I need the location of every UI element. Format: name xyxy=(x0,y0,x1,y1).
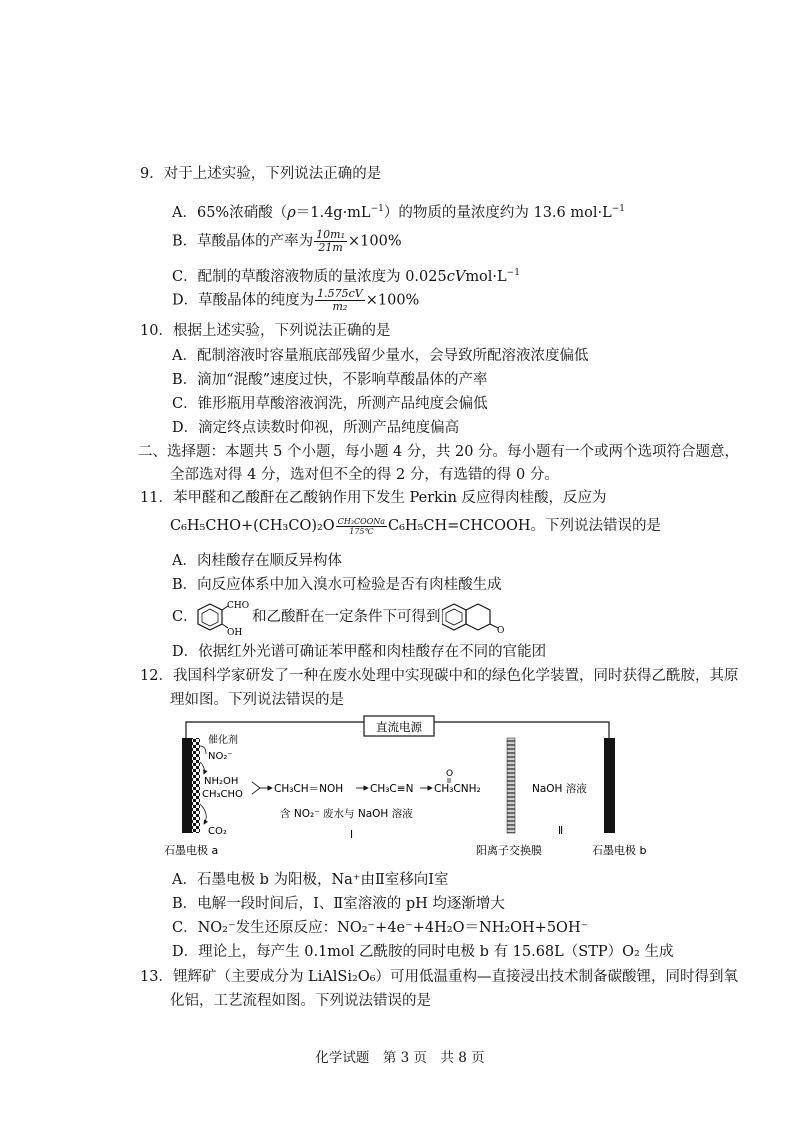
coumarin-structure xyxy=(442,598,506,638)
q11-eq-temp: 175℃ xyxy=(349,526,374,536)
q11-equation xyxy=(170,516,661,536)
q12-option-b: B．电解一段时间后，Ⅰ、Ⅱ室溶液的 pH 均逐渐增大 xyxy=(172,896,505,912)
electrolysis-diagram xyxy=(160,712,660,864)
q12-stem-line1: 12．我国科学家研发了一种在废水处理中实现碳中和的绿色化学装置，同时获得乙酰胺，其原 xyxy=(140,668,739,684)
power-supply-label: 直流电源 xyxy=(376,720,422,734)
chain-oxime: CH₃CH＝NOH xyxy=(274,783,344,795)
merge-bracket xyxy=(252,782,260,794)
waste-solution-label: 含 NO₂⁻ 废水与 NaOH 溶液 xyxy=(280,808,413,820)
room-1-label: Ⅰ xyxy=(350,829,354,841)
section2-line2: 全部选对得 4 分，选对但不全的得 2 分，有选错的得 0 分。 xyxy=(170,467,559,483)
q11-eq-left: C₆H₅CHO+(CH₃CO)₂O xyxy=(170,518,335,534)
no2-label: NO₂⁻ xyxy=(208,751,233,762)
q9-d-fraction xyxy=(315,288,365,313)
q9-option-d xyxy=(172,288,419,313)
electrode-a-label: 石墨电极 a xyxy=(164,844,219,857)
amide-o-label: O xyxy=(446,769,454,779)
oh-label: OH xyxy=(227,628,243,638)
q9-b-pre: B．草酸晶体的产率为 xyxy=(172,233,314,250)
q11-option-a: A．肉桂酸存在顺反异构体 xyxy=(172,553,342,569)
q9-b-den: 21m xyxy=(318,241,343,254)
q11-option-c-mid: 和乙酸酐在一定条件下可得到 xyxy=(252,609,441,625)
q12-option-c: C．NO₂⁻发生还原反应：NO₂⁻+4e⁻+4H₂O＝NH₂OH+5OH⁻ xyxy=(172,920,589,936)
catalyst-label: 催化剂 xyxy=(208,735,238,746)
q13-line1: 13．锂辉矿（主要成分为 LiAlSi₂O₆）可用低温重构—直接浸出技术制备碳酸锂，同时得到氧 xyxy=(140,969,739,985)
q11-eq-catalyst: CH₃COONa xyxy=(337,516,386,526)
q11-option-b: B．向反应体系中加入溴水可检验是否有肉桂酸生成 xyxy=(172,577,502,593)
q10-option-c: C．锥形瓶用草酸溶液润洗，所测产品纯度会偏低 xyxy=(172,396,488,412)
wire-right xyxy=(434,722,609,738)
q13-line2: 化铝，工艺流程如图。下列说法错误的是 xyxy=(170,993,431,1009)
coumarin-inner xyxy=(446,609,462,625)
q12-option-a: A．石墨电极 b 为阳极，Na⁺由Ⅱ室移向Ⅰ室 xyxy=(172,872,449,888)
q9-a-pre: A．65%浓硝酸（ xyxy=(172,204,288,221)
q9-stem: 9．对于上述实验，下列说法正确的是 xyxy=(140,166,382,182)
q9-c-post: mol·L xyxy=(465,268,507,285)
q9-b-fraction xyxy=(314,229,347,254)
q9-c-pre: C．配制的草酸溶液物质的量浓度为 0.025 xyxy=(172,268,447,285)
q9-d-pre: D．草酸晶体的纯度为 xyxy=(172,292,315,309)
section2-line1: 二、选择题：本题共 5 个小题，每小题 4 分，共 20 分。每小题有一个或两个选项符合题意， xyxy=(138,444,740,460)
coumarin-ring-b xyxy=(466,604,490,630)
q11-option-d: D．依据红外光谱可确证苯甲醛和肉桂酸存在不同的官能团 xyxy=(172,644,547,660)
q9-d-post: ×100% xyxy=(365,292,420,309)
q11-eq-right: C₆H₅CH=CHCOOH。下列说法错误的是 xyxy=(388,518,662,534)
salicylaldehyde-structure xyxy=(196,596,252,640)
benzene-inner-1 xyxy=(202,609,218,626)
coumarin-o-label: O xyxy=(497,626,505,636)
q9-a-sup: −1 xyxy=(370,204,384,214)
q9-b-num: 10m₁ xyxy=(316,228,345,241)
no2-arrow xyxy=(200,762,205,774)
co2-arrow xyxy=(200,804,206,824)
nh2oh-label: NH₂OH xyxy=(204,776,239,787)
electrode-a xyxy=(182,738,192,833)
q10-option-a: A．配制溶液时容量瓶底部残留少量水，会导致所配溶液浓度偏低 xyxy=(172,348,589,364)
q9-option-b xyxy=(172,229,402,254)
cation-exchange-membrane xyxy=(507,738,515,833)
q10-option-d: D．滴定终点读数时仰视，所测产品纯度偏高 xyxy=(172,420,460,436)
q9-d-num: 1.575cV xyxy=(317,287,363,300)
q9-a-mid: ＝1.4g·mL xyxy=(295,204,371,221)
q11-stem: 11．苯甲醛和乙酸酐在乙酸钠作用下发生 Perkin 反应得肉桂酸，反应为 xyxy=(140,490,607,506)
co2-label: CO₂ xyxy=(208,826,227,837)
page-footer: 化学试题 第 3 页 共 8 页 xyxy=(315,1050,485,1066)
q12-option-d: D．理论上，每产生 0.1mol 乙酰胺的同时电极 b 有 15.68L（STP）O₂ 生成 xyxy=(172,944,674,960)
electrode-b-label: 石墨电极 b xyxy=(592,844,647,857)
q11-option-c-label: C． xyxy=(172,609,198,625)
q9-c-var: cV xyxy=(446,268,466,285)
ch3cho-label: CH₃CHO xyxy=(202,789,243,800)
q9-option-c xyxy=(172,263,520,287)
q11-reaction-arrow xyxy=(336,517,387,536)
q9-a-rho: ρ xyxy=(287,204,296,221)
q9-a-sup2: −1 xyxy=(611,204,625,214)
catalyst-pointer xyxy=(200,746,206,754)
q9-option-a xyxy=(172,199,625,223)
q9-c-sup: −1 xyxy=(506,268,520,278)
q9-a-post: ）的物质的量浓度约为 13.6 mol·L xyxy=(383,204,612,221)
q10-option-b: B．滴加“混酸”速度过快，不影响草酸晶体的产率 xyxy=(172,372,488,388)
q9-b-post: ×100% xyxy=(348,233,402,250)
q9-d-den: m₂ xyxy=(332,300,348,313)
catalyst-layer xyxy=(192,738,200,833)
chain-nitrile: CH₃C≡N xyxy=(370,783,414,795)
naoh-solution-label: NaOH 溶液 xyxy=(532,783,587,795)
membrane-label: 阳离子交换膜 xyxy=(476,844,542,857)
q12-stem-line2: 理如图。下列说法错误的是 xyxy=(170,692,344,708)
electrode-b xyxy=(604,738,615,833)
q10-stem: 10．根据上述实验，下列说法正确的是 xyxy=(140,323,391,339)
chain-acetamide: CH₃CNH₂ xyxy=(434,783,481,795)
cho-label: CHO xyxy=(227,601,250,611)
room-2-label: Ⅱ xyxy=(558,825,564,837)
